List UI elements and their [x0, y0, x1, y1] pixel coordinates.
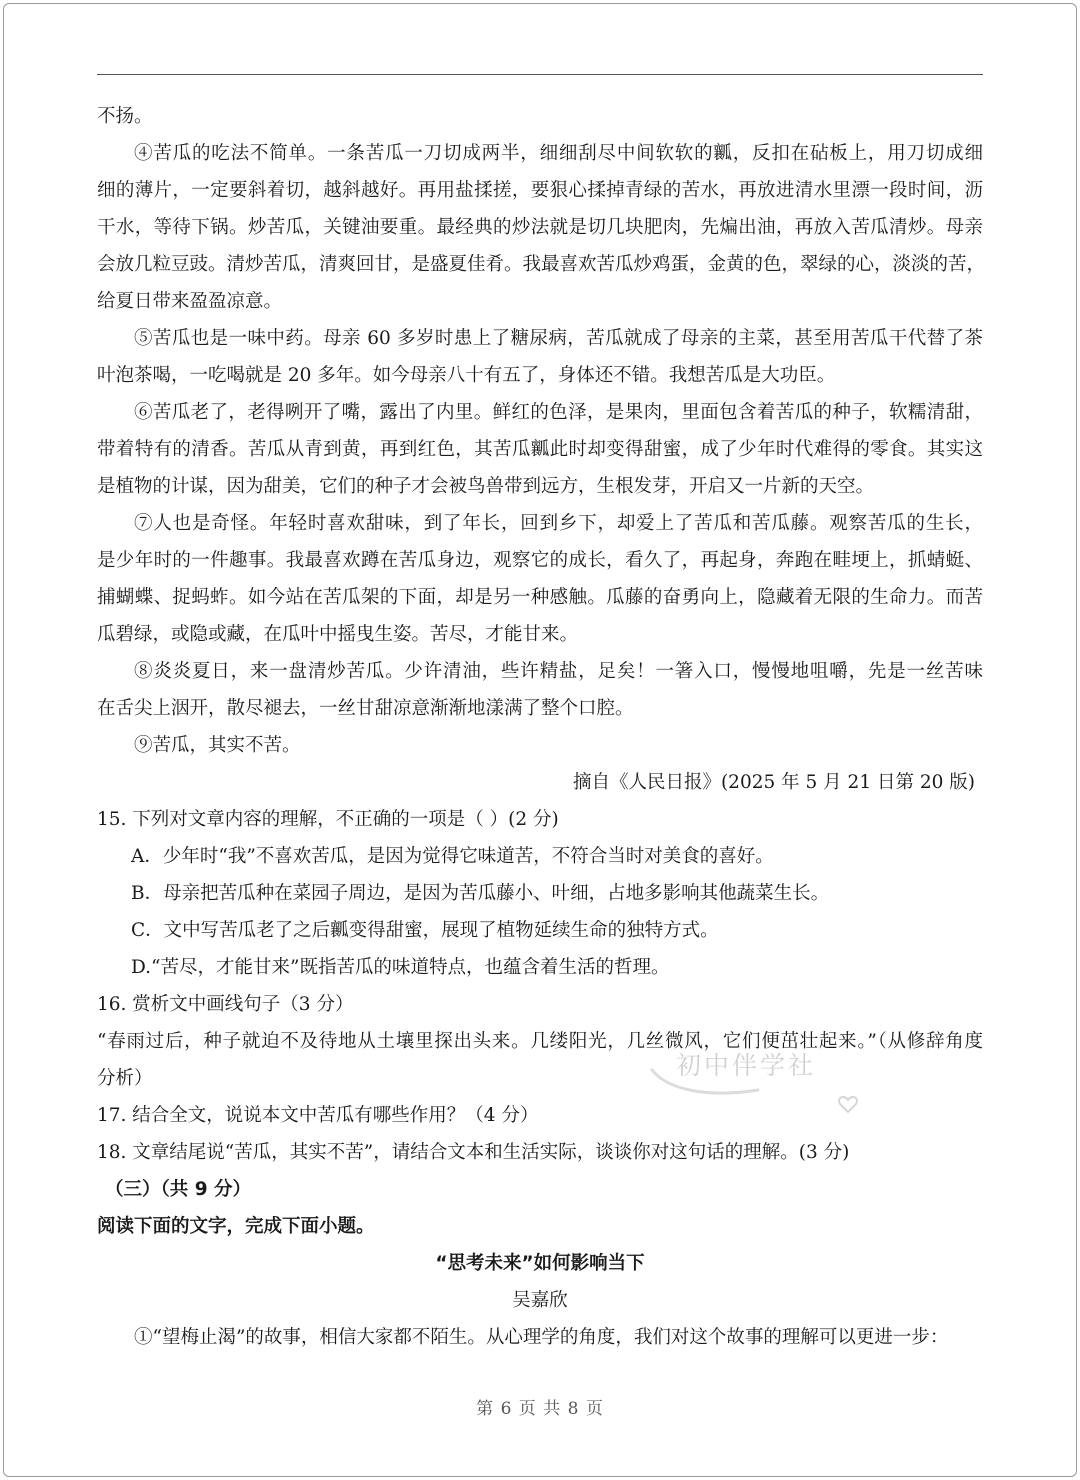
passage-line: ⑤苦瓜也是一味中药。母亲 60 多岁时患上了糖尿病，苦瓜就成了母亲的主菜，甚至用苦瓜干代替了茶: [134, 328, 983, 349]
passage-line: 带着特有的清香。苦瓜从青到黄，再到红色，其苦瓜瓤此时却变得甜蜜，成了少年时代难得的零食。其实这: [97, 439, 983, 460]
passage-line: 在舌尖上洇开，散尽褪去，一丝甘甜凉意渐渐地漾满了整个口腔。: [97, 698, 634, 719]
section-3-instruction: 阅读下面的文字，完成下面小题。: [97, 1216, 375, 1237]
question-18-stem: 18. 文章结尾说“苦瓜，其实不苦”，请结合文本和生活实际，谈谈你对这句话的理解。(3 分): [97, 1142, 850, 1163]
passage-line: 捕蝴蝶、捉蚂蚱。如今站在苦瓜架的下面，却是另一种感触。瓜藤的奋勇向上，隐藏着无限的生命力。而苦: [97, 587, 983, 608]
passage-line: 细的薄片，一定要斜着切，越斜越好。再用盐揉搓，要狠心揉掉青绿的苦水，再放进清水里漂一段时间，沥: [97, 180, 983, 201]
article-first-line: ①“望梅止渴”的故事，相信大家都不陌生。从心理学的角度，我们对这个故事的理解可以更进一步：: [134, 1327, 949, 1348]
article-title: “思考未来”如何影响当下: [435, 1253, 645, 1274]
question-15-option-b: B．母亲把苦瓜种在菜园子周边，是因为苦瓜藤小、叶细，占地多影响其他蔬菜生长。: [131, 883, 830, 904]
passage-line: 是少年时的一件趣事。我最喜欢蹲在苦瓜身边，观察它的成长，看久了，再起身，奔跑在畦埂上，抓蜻蜓、: [97, 550, 983, 571]
question-15-option-c: C．文中写苦瓜老了之后瓤变得甜蜜，展现了植物延续生命的独特方式。: [131, 920, 719, 941]
section-3-heading: （三）（共 9 分）: [105, 1179, 252, 1200]
passage-line: 会放几粒豆豉。清炒苦瓜，清爽回甘，是盛夏佳肴。我最喜欢苦瓜炒鸡蛋，金黄的色，翠绿的心，淡淡的苦，: [97, 254, 986, 275]
question-15-option-a: A．少年时“我”不喜欢苦瓜，是因为觉得它味道苦，不符合当时对美食的喜好。: [131, 846, 774, 867]
passage-line: 干水，等待下锅。炒苦瓜，关键油要重。最经典的炒法就是切几块肥肉，先煸出油，再放入苦瓜清炒。母亲: [97, 217, 983, 238]
question-16-quote: “春雨过后，种子就迫不及待地从土壤里探出头来。几缕阳光，几丝微风，它们便茁壮起来。”（从修辞角度: [97, 1031, 983, 1052]
passage-line: 给夏日带来盈盈凉意。: [97, 291, 283, 312]
passage-line: ⑧炎炎夏日，来一盘清炒苦瓜。少许清油，些许精盐，足矣！一箸入口，慢慢地咀嚼，先是一丝苦味: [134, 661, 983, 682]
passage-line: ④苦瓜的吃法不简单。一条苦瓜一刀切成两半，细细刮尽中间软软的瓤，反扣在砧板上，用刀切成细: [134, 143, 983, 164]
question-16-stem: 16. 赏析文中画线句子（3 分）: [97, 994, 354, 1015]
page-content: [97, 98, 986, 1356]
article-author: 吴嘉欣: [512, 1290, 568, 1311]
page-footer: 第 6 页 共 8 页: [476, 1399, 604, 1419]
passage-line: 不扬。: [97, 106, 153, 127]
question-15-stem: 15. 下列对文章内容的理解，不正确的一项是（ ）(2 分): [97, 809, 559, 830]
passage-line: 是植物的计谋，因为甜美，它们的种子才会被鸟兽带到远方，生根发芽，开启又一片新的天空。: [97, 476, 875, 497]
passage-line: ⑦人也是奇怪。年轻时喜欢甜味，到了年长，回到乡下，却爱上了苦瓜和苦瓜藤。观察苦瓜的生长，: [134, 513, 983, 534]
question-17-stem: 17. 结合全文，说说本文中苦瓜有哪些作用？（4 分）: [97, 1105, 539, 1126]
passage-line: ⑥苦瓜老了，老得咧开了嘴，露出了内里。鲜红的色泽，是果肉，里面包含着苦瓜的种子，软糯清甜，: [134, 402, 983, 423]
passage-source: 摘自《人民日报》(2025 年 5 月 21 日第 20 版): [572, 772, 975, 793]
header-rule: [97, 74, 983, 75]
question-16-quote-end: 分析）: [97, 1068, 153, 1089]
passage-line: ⑨苦瓜，其实不苦。: [134, 735, 301, 756]
watermark-text: 初中伴学社: [676, 1051, 817, 1080]
question-15-option-d: D.“苦尽，才能甘来”既指苦瓜的味道特点，也蕴含着生活的哲理。: [131, 957, 670, 978]
passage-line: 瓜碧绿，或隐或藏，在瓜叶中摇曳生姿。苦尽，才能甘来。: [97, 624, 579, 645]
passage-line: 叶泡茶喝，一吃喝就是 20 多年。如今母亲八十有五了，身体还不错。我想苦瓜是大功臣。: [97, 365, 836, 386]
